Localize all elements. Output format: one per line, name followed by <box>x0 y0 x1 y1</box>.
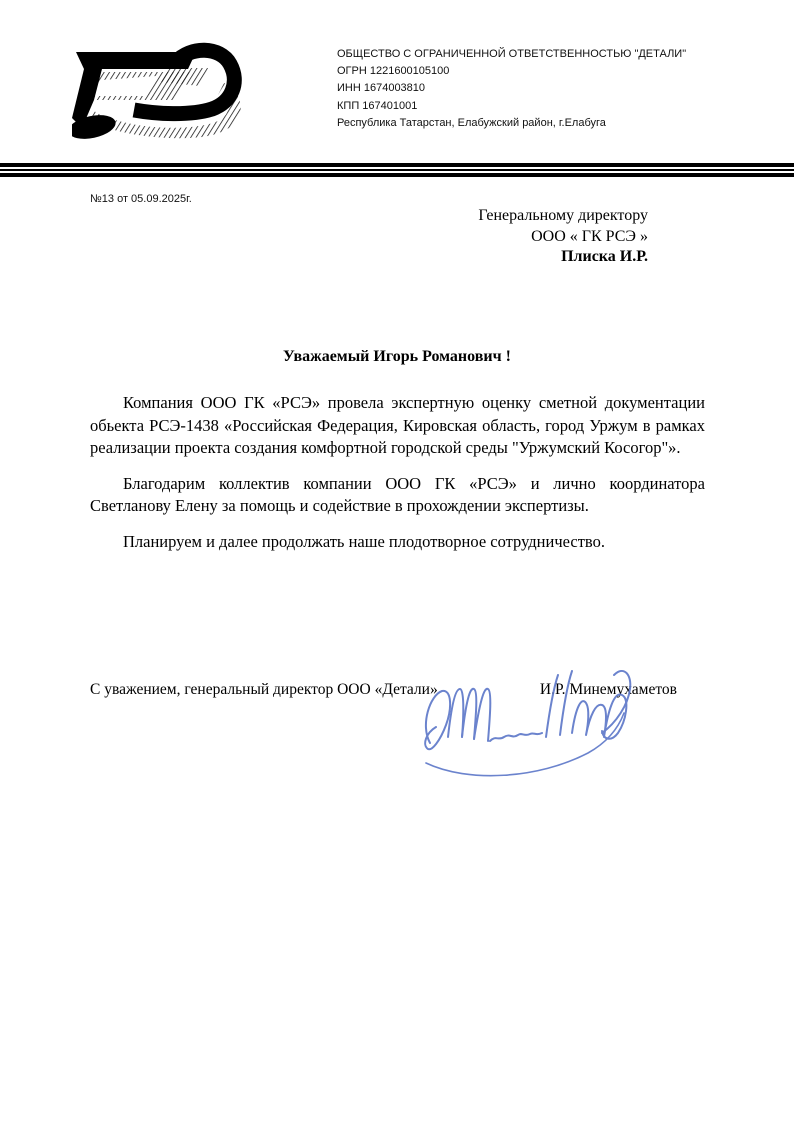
separator-line-bottom <box>0 173 794 177</box>
letter-body <box>90 392 705 567</box>
company-name: ОБЩЕСТВО С ОГРАНИЧЕННОЙ ОТВЕТСТВЕННОСТЬЮ "ДЕТАЛИ" <box>337 48 687 60</box>
company-kpp: КПП 167401001 <box>337 99 418 112</box>
addressee-block <box>478 206 648 268</box>
paragraph-1: Компания ООО ГК «РСЭ» провела экспертную оценку сметной документации обьекта РСЭ-1438 «Российская Федерация, Кировская область, город Уржум в рамках реализации проекта создания комфортной городской среды "Уржумский Косогор"». <box>90 393 705 458</box>
company-ogrn: ОГРН 1221600105100 <box>337 65 450 78</box>
addressee-name: Плиска И.Р. <box>561 248 648 265</box>
signoff-row <box>90 681 705 699</box>
header-separator <box>0 163 794 177</box>
company-inn: ИНН 1674003810 <box>337 82 426 95</box>
deta-logo-icon <box>72 38 242 143</box>
separator-line-middle <box>0 169 794 171</box>
paragraph-3: Планируем и далее продолжать наше плодотворное сотрудничество. <box>123 531 605 551</box>
addressee-title: Генеральному директору <box>478 207 648 224</box>
handwritten-signature <box>418 643 633 788</box>
company-logo <box>72 38 242 143</box>
company-header-block <box>337 46 757 132</box>
separator-line-top <box>0 163 794 167</box>
signoff-name: И.Р. Минемухаметов <box>539 681 677 698</box>
paragraph-2: Благодарим коллектив компании ООО ГК «РСЭ» и лично координатора Светланову Елену за помощь и содействие в прохождении экспертизы. <box>90 473 705 516</box>
addressee-company: ООО « ГК РСЭ » <box>531 227 648 245</box>
signoff-title: С уважением, генеральный директор ООО «Детали» <box>90 681 438 698</box>
letter-ref-number: №13 от 05.09.2025г. <box>90 193 192 205</box>
company-address: Республика Татарстан, Елабужский район, г.Елабуга <box>337 116 606 129</box>
signature-scrawl-icon <box>418 643 633 788</box>
salutation: Уважаемый Игорь Романович ! <box>283 348 511 365</box>
